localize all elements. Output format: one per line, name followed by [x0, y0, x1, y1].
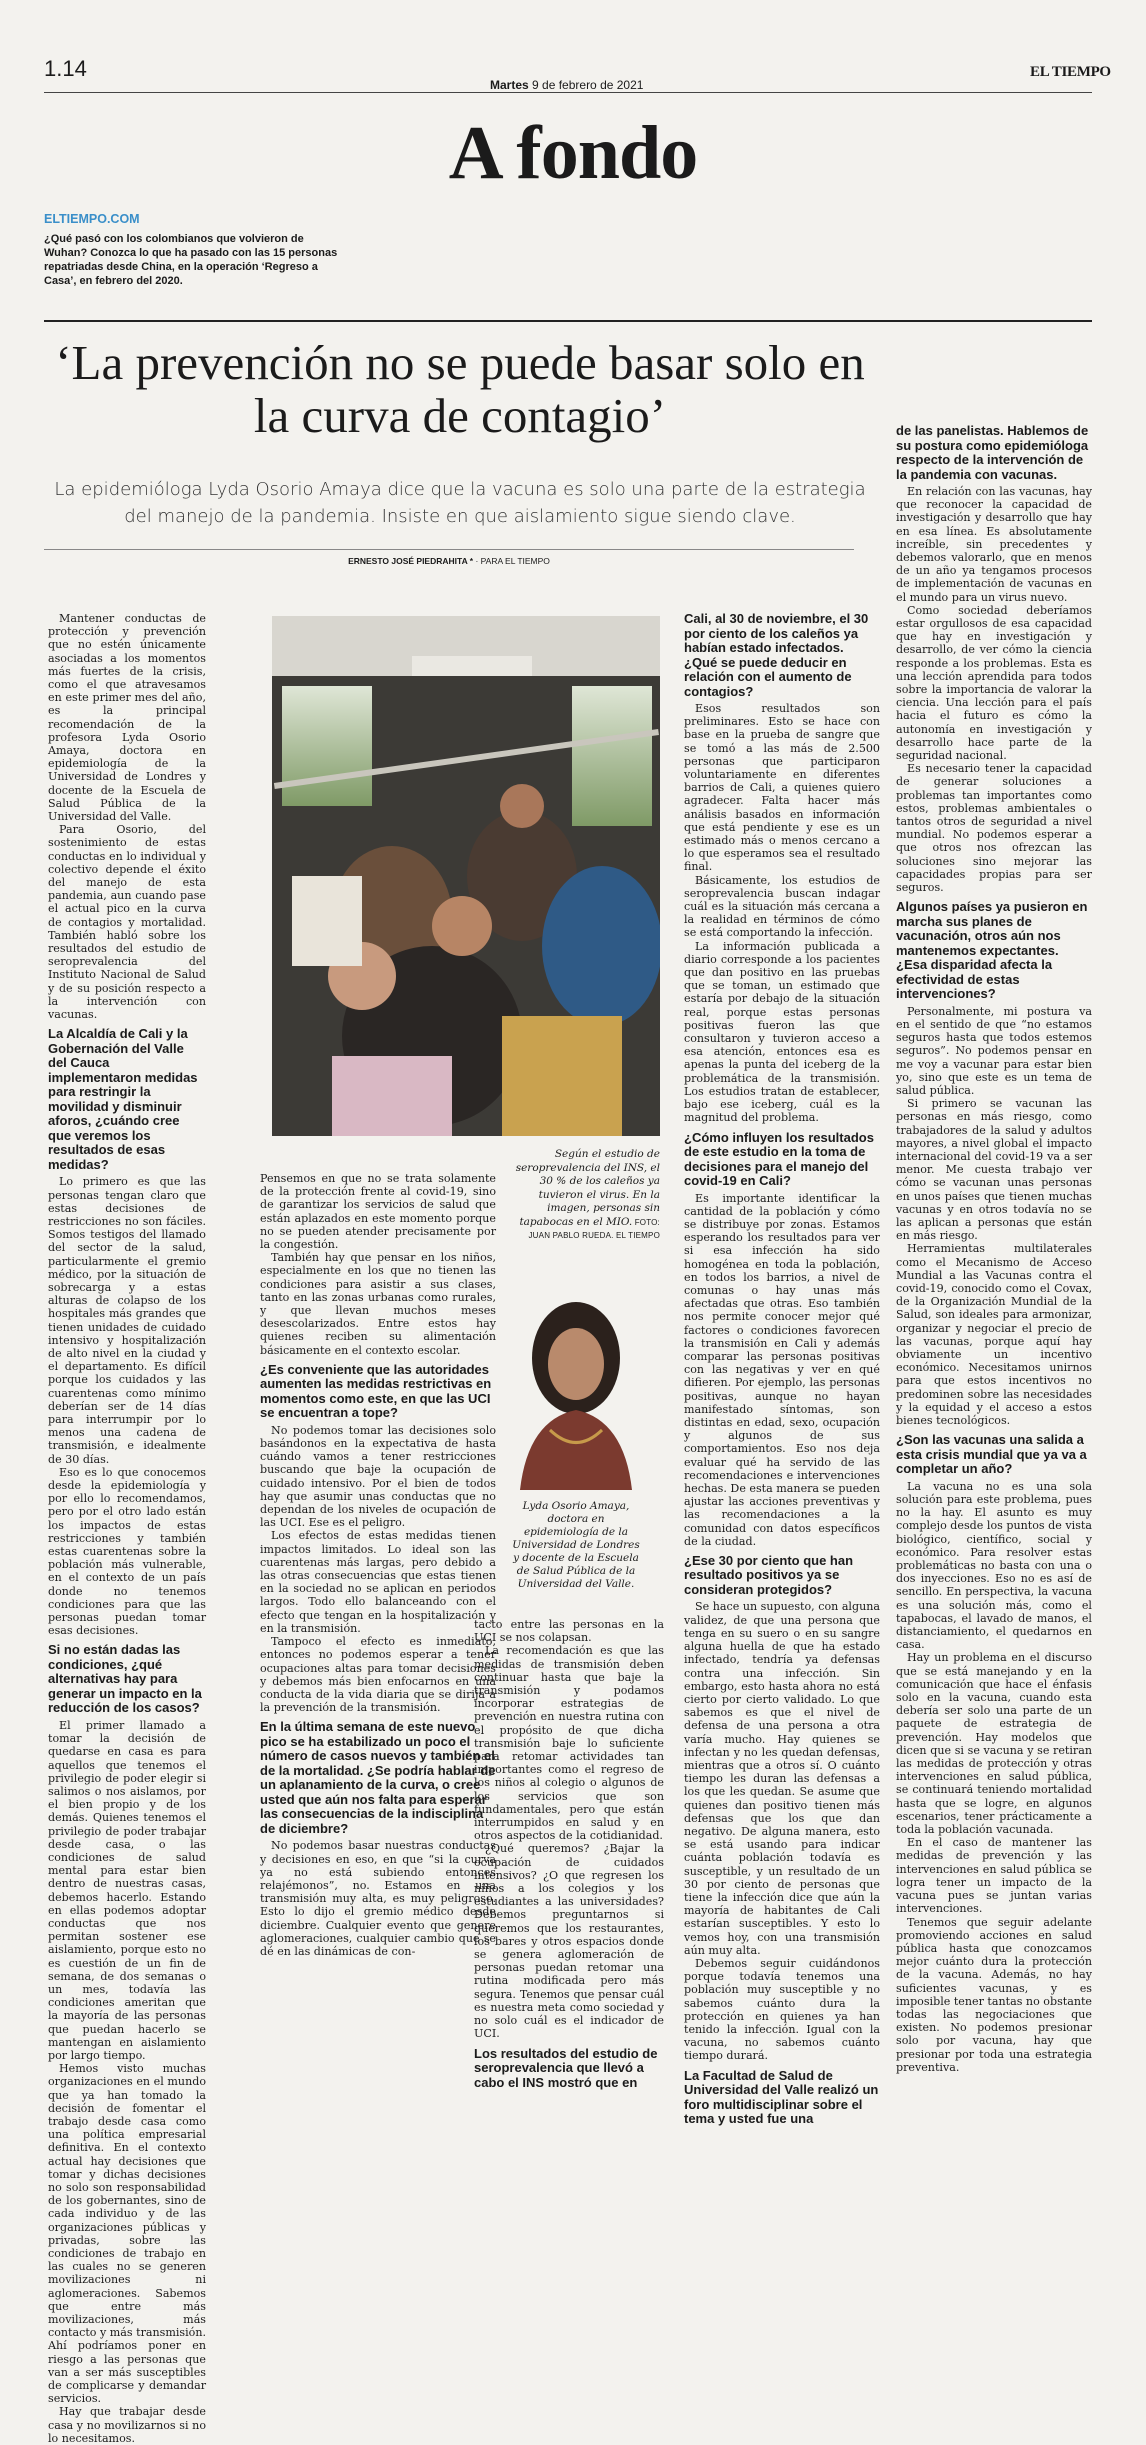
paragraph: Se hace un supuesto, con alguna validez, de que una persona que tenga en su suero o en su sangre alguna huella de que ha estado infectado, tendría ya defensas contra una infección. Sin embargo, esto hasta ahora no está cierto por cierto validado. Lo que sabemos es que el nivel de defensa de una persona a otra varía mucho. Hay quienes se infectan y no les quedan defensas, mientras que a otros sí. O cuánto tiempo les duran las defensas a los que les quedan. Se asume que quienes dan positivo tienen más defensas que los que dan negativo. De alguna manera, esto se está usando para indicar cuánta población todavía es susceptible, y un resultado de un 30 por ciento de personas que tiene la infección dice que aún la mayoría de habitantes de Cali estarían susceptibles. Y esto lo vemos hoy, con una transmisión aún muy alta. [684, 1600, 880, 1957]
paragraph: También hay que pensar en los niños, especialmente en los que no tienen las condiciones para asistir a sus clases, tanto en las zonas urbanas como rurales, y que llevan muchos meses desescolarizados. Entre estos hay quienes reciben su alimentación básicamente en el contexto escolar. [260, 1251, 496, 1357]
portrait-photo [510, 1280, 642, 1490]
paragraph: Como sociedad deberíamos estar orgullosos de esa capacidad que hay en investigación y desarrollo, de ver cómo la ciencia responde a los problemas. Esta es una lección aprendida para todos sobre la importancia de valorar la ciencia. Una lección para el país hacia el futuro es cómo la autonomía en investigación y desarrollo hace parte de la seguridad nacional. [896, 603, 1092, 763]
date-weekday: Martes [490, 78, 529, 92]
question: Si no están dadas las condiciones, ¿qué alternativas hay para generar un impacto en la reducción de los casos? [48, 1642, 202, 1716]
paragraph: Si primero se vacunan las personas en más riesgo, como trabajadores de la salud y adultos mayores, a nivel global el impacto internacional del covid-19 va a ser menor. Me cuesta trabajo ver cómo se vacunan unas personas en unos países que tienen muchas vacunas y en otros todavía no se las aplican a personas que están en más riesgo. [896, 1097, 1092, 1243]
paragraph: Para Osorio, del sostenimiento de estas conductas en lo individual y colectivo depende el éxito del manejo de esta pandemia, aun cuando pase el actual pico en la curva de contagios y mortalidad. También habló sobre los resultados del estudio de seroprevalencia del Instituto Nacional de Salud y de su posición respecto a la intervención con vacunas. [48, 823, 206, 1022]
promo-text: ¿Qué pasó con los colombianos que volvieron de Wuhan? Conozca lo que ha pasado con las 15 personas repatriadas desde China, en la operación ‘Regreso a Casa’, en febrero del 2020. [44, 233, 338, 287]
question: Los resultados del estudio de seroprevalencia que llevó a cabo el INS mostró que en [474, 2045, 658, 2090]
byline-role: · PARA EL TIEMPO [473, 556, 550, 566]
portrait-illustration [510, 1280, 642, 1490]
article-subhead: La epidemióloga Lyda Osorio Amaya dice que la vacuna es solo una parte de la estrategia del manejo de la pandemia. Insiste en que aislamiento sigue siendo clave. [54, 479, 866, 527]
paragraph: La vacuna no es una sola solución para este problema, pues no la hay. El asunto es muy complejo desde los puntos de vista biológico, científico, social y económico. Para resolver estas problemáticas no basta con una o dos inyecciones. Eso no es así de sencillo. En perspectiva, la vacuna es una solución más, como el tapabocas, el lavado de manos, el distanciamiento, el quedarnos en casa. [896, 1479, 1092, 1652]
paragraph: Hay un problema en el discurso que se está manejando y en la comunicación que hace el énfasis solo en la vacuna, cuando esta debería ser solo una parte de un paquete de estrategia de prevención. Hay modelos que dicen que si se vacuna y se retiran las medidas de protección y otras intervenciones en salud pública, se continuará teniendo mortalidad hasta que se logre, en algunos escenarios, tener prácticamente a toda la población vacunada. [896, 1651, 1092, 1837]
section-title: A fondo [448, 111, 698, 195]
paragraph: Debemos seguir cuidándonos porque todavía tenemos una población muy susceptible y no sabemos cuánto dura la protección en quienes ya han tenido la infección. Igual con la vacuna, no sabemos cuánto tiempo durará. [684, 1956, 880, 2063]
paragraph: No podemos basar nuestras conductas y decisiones en eso, en que “si la curva ya no está subiendo entonces relajémonos”, no. Estamos en una transmisión muy alta, es muy peligroso. Esto lo dijo el gremio médico desde diciembre. Cualquier evento que genere aglomeraciones, cualquier cambio que se dé en las dinámicas de con- [260, 1839, 496, 1958]
byline [44, 556, 854, 566]
paragraph: El primer llamado a tomar la decisión de quedarse en casa es para aquellos que tenemos el privilegio de poder elegir si salimos o nos aislamos, por el bien propio y de los demás. Quienes tenemos el privilegio de poder trabajar desde casa, o las condiciones de salud mental para estar bien dentro de nuestras casas, debemos hacerlo. Estando en ellas podemos adoptar conductas que nos permitan sostener ese aislamiento, porque esto no es cuestión de un fin de semana, de dos semanas o un mes, todavía las condiciones ameritan que la mayoría de las personas que puedan hacerlo se mantengan en aislamiento por largo tiempo. [48, 1718, 206, 2062]
paragraph: ¿Qué queremos? ¿Bajar la ocupación de cuidados intensivos? ¿O que regresen los niños a los colegios y los estudiantes a las universidades? Debemos preguntarnos si queremos que los restaurantes, los bares y otros espacios donde se genera aglomeración de personas puedan retomar una rutina modificada pero más segura. Tenemos que pensar cuál es nuestra meta como sociedad y no solo cuál es el indicador de UCI. [474, 1842, 664, 2041]
article-headline: ‘La prevención no se puede basar solo en la curva de contagio’ [55, 335, 865, 443]
paragraph: Herramientas multilaterales como el Mecanismo de Acceso Mundial a las Vacunas contra el covid-19, conocido como el Covax, de la Organización Mundial de la Salud, son ideales para armonizar, organizar y negociar el precio de las vacunas, porque aquí hay obviamente un incentivo económico. Necesitamos unirnos para que estos incentivos no predominen sobre las necesidades y la equidad y el acceso a estos bienes tecnológicos. [896, 1242, 1092, 1428]
paragraph: Es necesario tener la capacidad de generar soluciones a problemas tan importantes como estos, problemas ambientales o tantos otros de seguridad a nivel mundial. No podemos esperar a que otros nos ofrezcan las soluciones sino mejorar las capacidades propias para ser seguros. [896, 762, 1092, 895]
paragraph: Pensemos en que no se trata solamente de la protección frente al covid-19, sino de garantizar los servicios de salud que están aplazados en este momento porque no se pueden atender precisamente por la congestión. [260, 1172, 496, 1252]
question: ¿Son las vacunas una salida a esta crisis mundial que ya va a completar un año? [896, 1432, 1087, 1477]
headline-divider [44, 320, 1092, 322]
question: de las panelistas. Hablemos de su postura como epidemióloga respecto de la intervención de la pandemia con vacunas. [896, 423, 1089, 482]
question: ¿Cómo influyen los resultados de este estudio en la toma de decisiones para el manejo del covid-19 en Cali? [684, 1129, 874, 1188]
photo-credit: JUAN PABLO RUEDA. EL TIEMPO [528, 1231, 660, 1240]
byline-divider [44, 549, 854, 550]
paragraph: La información publicada a diario corresponde a los pacientes que dan positivo en las pruebas que se toman, un estimado que estaría por debajo de la situación real, porque estas personas positivas fueron las que consultaron y tuvieron acceso a esa atención, entonces esa es apenas la punta del iceberg de la problemática de la transmisión. Los estudios tratan de establecer, bajo ese iceberg, cuál es la magnitud del problema. [684, 939, 880, 1125]
paragraph: Hemos visto muchas organizaciones en el mundo que ya han tomado la decisión de fomentar el trabajo desde casa como una política empresarial definitiva. En el contexto actual hay decisiones que tomar y dichas decisiones no solo son responsabilidad de los gobernantes, sino de cada individuo y de las organizaciones públicas y privadas, sobre las condiciones de trabajo en las cuales no se generen movilizaciones ni aglomeraciones. Sabemos que entre más movilizaciones, más contacto y más transmisión. Ahí podríamos poner en riesgo a las personas que van a ser más susceptibles de complicarse y demandar servicios. [48, 2062, 207, 2406]
paragraph: Tenemos que seguir adelante promoviendo acciones en salud pública hasta que conozcamos mejor cuánto dura la protección de la vacuna. Además, no hay suficientes vacunas, y es imposible tener tantas no obstante todas las negociaciones que existen. No podemos presionar solo por vacuna, hay que presionar por toda una estrategia preventiva. [896, 1915, 1092, 2074]
photo-caption-text: Según el estudio de seroprevalencia del INS, el 30 % de los caleños ya tuvieron el virus. En la imagen, personas sin tapabocas en el MIO. [515, 1148, 660, 1228]
question: En la última semana de este nuevo pico se ha estabilizado un poco el número de casos nuevos y también el de la mortalidad. ¿Se podría hablar de un aplanamiento de la curva, o cree usted que aún nos falta para esperar las consecuencias de la indisciplina de diciembre? [260, 1719, 496, 1836]
portrait-caption: Lyda Osorio Amaya, doctora en epidemiología de la Universidad de Londres y docente de la Escuela de Salud Pública de la Universidad del Valle. [512, 1500, 640, 1590]
paragraph: No podemos tomar las decisiones solo basándonos en la expectativa de hasta cuándo vamos a tener restricciones buscando que baje la ocupación de cuidado intensivo. Por el bien de todos hay que asumir unas conductas que no dependan de los niveles de ocupación de las UCI. Ese es el peligro. [260, 1423, 496, 1530]
paragraph: Básicamente, los estudios de seroprevalencia buscan indagar cuál es la situación más cercana a la realidad en términos de cómo se está comportando la infección. [684, 873, 880, 940]
question: ¿Es conveniente que las autoridades aumenten las medidas restrictivas en momentos como este, en que las UCI se encuentran a tope? [260, 1361, 492, 1421]
column-3 [474, 1618, 664, 2093]
column-5 [896, 424, 1092, 2074]
bus-photo-illustration [272, 616, 660, 1136]
question: Algunos países ya pusieron en marcha sus planes de vacunación, otros aún nos mantenemos expectantes. ¿Esa disparidad afecta la efectividad de estas intervenciones? [896, 899, 1088, 1002]
question: La Facultad de Salud de Universidad del Valle realizó un foro multidisciplinar sobre el tema y usted fue una [684, 2067, 879, 2127]
paragraph: Personalmente, mi postura va en el sentido de que “no estamos seguros hasta que todos estemos seguros”. No podemos pensar en me voy a vacunar para estar bien yo, sino que este es un tema de salud pública. [896, 1004, 1092, 1098]
photo-caption [508, 1148, 660, 1243]
date-rest: 9 de febrero de 2021 [528, 78, 644, 92]
paragraph: Es importante identificar la cantidad de la población y cómo se distribuye por zonas. Estamos esperando los resultados para ver si esa infección ha sido homogénea en toda la población, en todos los barrios, a nivel de comunas o hay unas más afectadas que otras. Eso también nos permite conocer mejor qué factores o condiciones favorecen la transmisión en Cali y además comparar las personas positivas con las negativas y ver en qué difieren. Por ejemplo, las personas positivas, aunque no hayan manifestado síntomas, son distintas en edad, sexo, ocupación y algunos de sus comportamientos. Eso nos deja evaluar qué ha servido de las recomendaciones e intervenciones hechas. De esta manera se pueden ajustar las acciones preventivas y las recomendaciones a la comunidad con datos específicos de la ciudad. [684, 1191, 880, 1548]
paragraph: Esos resultados son preliminares. Esto se hace con base en la prueba de sangre que se tomó a las más de 2.500 personas que participaron voluntariamente en diferentes barrios de Cali, a quienes quiero agradecer. Falta hacer más análisis basados en información que está pendiente y ese es un estimado más o menos cercano a lo que esperamos sea el resultado final. [684, 702, 880, 874]
paragraph: Hay que trabajar desde casa y no movilizarnos si no lo necesitamos. [48, 2405, 206, 2445]
column-1 [48, 612, 206, 2445]
paragraph: La recomendación es que las medidas de transmisión deben continuar hasta que baje la transmisión y podamos incorporar estrategias de prevención en nuestra rutina con el propósito de que dicha transmisión baje lo suficiente para retomar actividades tan importantes como el regreso de los niños al colegio o algunos de los servicios que son fundamentales, pero que están interrumpidos en salud y en otros aspectos de la cotidianidad. [474, 1644, 664, 1843]
paragraph: Los efectos de estas medidas tienen impactos limitados. Lo ideal son las cuarentenas más largas, pero debido a las otras consecuencias que estas tienen en la sociedad no se aplican en periodos largos. Todo ello balanceando con el efecto que tengan en la hospitalización y en la transmisión. [260, 1529, 496, 1635]
newspaper-brand: EL TIEMPO [1030, 64, 1111, 80]
paragraph: En el caso de mantener las medidas de prevención y las intervenciones en salud pública se logra tener un impacto de la vacuna pues se juntan varias intervenciones. [896, 1836, 1092, 1916]
photo-caption-label: FOTO: [632, 1217, 660, 1227]
column-4 [684, 612, 880, 2130]
question: La Alcaldía de Cali y la Gobernación del Valle del Cauca implementaron medidas para restringir la movilidad y disminuir aforos, ¿cuándo cree que veremos los resultados de esas medidas? [48, 1026, 198, 1172]
byline-author: ERNESTO JOSÉ PIEDRAHITA * [348, 556, 474, 566]
promo-site-link[interactable]: ELTIEMPO.COM [44, 212, 140, 226]
paragraph: tacto entre las personas en la UCI se nos colapsan. [474, 1618, 664, 1645]
paragraph: Eso es lo que conocemos desde la epidemiología y por ello lo recomendamos, pero por el otro lado están los impactos de estas restricciones y también estas cuarentenas sobre la población más vulnerable, en el contexto de un país donde no tenemos condiciones para que las personas puedan tomar esas decisiones. [48, 1465, 206, 1638]
bus-passengers-photo [272, 616, 660, 1136]
paragraph: Tampoco el efecto es inmediato, entonces no podemos esperar a tener ocupaciones altas para tomar decisiones y debemos más bien enfocarnos en una conducta de la vida diaria que se dirija a la prevención de la transmisión. [260, 1635, 496, 1715]
question: ¿Ese 30 por ciento que han resultado positivos ya se consideran protegidos? [684, 1552, 854, 1597]
paragraph: Mantener conductas de protección y prevención que no estén únicamente asociadas a los momentos más fuertes de la crisis, como el que atravesamos en este primer mes del año, es la principal recomendación de la profesora Lyda Osorio Amaya, doctora en epidemiología de la Universidad de Londres y docente de la Escuela de Salud Pública de la Universidad del Valle. [48, 612, 206, 824]
header-divider [44, 92, 1092, 93]
paragraph: Lo primero es que las personas tengan claro que estas decisiones de restricciones no son fáciles. Somos testigos del llamado del sector de la salud, particularmente el gremio médico, por la situación de sobrecarga y a estas alturas de colapso de los hospitales más grandes que tienen unidades de cuidado intensivo y hospitalización de alto nivel en la ciudad y el departamento. Es difícil porque los cuidados y las cuarentenas como mínimo deberían ser de 14 días para interrumpir por lo menos una cadena de transmisión, e idealmente de 30 días. [48, 1175, 206, 1466]
issue-date [490, 78, 643, 92]
column-2 [260, 1172, 496, 1958]
paragraph: En relación con las vacunas, hay que reconocer la capacidad de investigación y desarrollo que hay en esa línea. Es absolutamente increíble, sin precedentes y debemos valorarlo, que en menos de un año ya tengamos procesos de implementación de vacunas en el mundo para un virus nuevo. [896, 485, 1092, 604]
page-number: 1.14 [44, 56, 87, 81]
question: Cali, al 30 de noviembre, el 30 por ciento de los caleños ya habían estado infectados. ¿Qué se puede deducir en relación con el aumento de contagios? [684, 611, 869, 699]
